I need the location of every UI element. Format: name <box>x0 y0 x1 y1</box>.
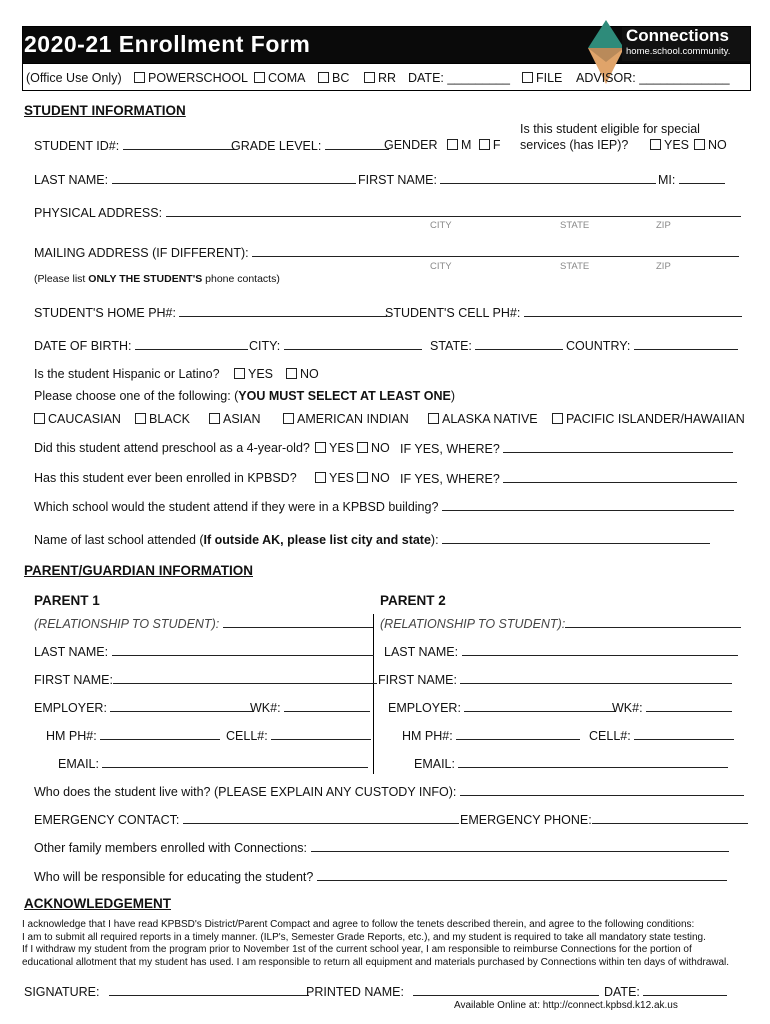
parent2-cell-field[interactable]: CELL#: <box>589 728 734 743</box>
checkbox-icon <box>364 72 375 83</box>
other-family-field[interactable]: Other family members enrolled with Connections: <box>34 840 729 855</box>
gender-f-option[interactable]: F <box>479 138 501 152</box>
hispanic-question: Is the student Hispanic or Latino? <box>34 367 220 381</box>
birth-country-field[interactable]: COUNTRY: <box>566 338 738 353</box>
first-name-field[interactable]: FIRST NAME: <box>358 172 656 187</box>
gender-m-option[interactable]: M <box>447 138 471 152</box>
iep-question-line1: Is this student eligible for special <box>520 122 700 136</box>
checkbox-icon <box>552 413 563 424</box>
parent1-heading: PARENT 1 <box>34 593 100 608</box>
office-date[interactable]: DATE: _________ <box>408 71 510 85</box>
student-id-field[interactable]: STUDENT ID#: <box>34 138 235 153</box>
parent1-email-field[interactable]: EMAIL: <box>58 756 368 771</box>
checkbox-icon <box>286 368 297 379</box>
physical-address-field[interactable]: PHYSICAL ADDRESS: <box>34 205 741 220</box>
parent1-first-name-field[interactable]: FIRST NAME: <box>34 672 377 687</box>
parent2-employer-field[interactable]: EMPLOYER: <box>388 700 616 715</box>
which-school-field[interactable]: Which school would the student attend if they were in a KPBSD building? <box>34 499 734 514</box>
emergency-contact-field[interactable]: EMERGENCY CONTACT: <box>34 812 459 827</box>
phone-note: (Please list ONLY THE STUDENT'S phone contacts) <box>34 273 280 285</box>
parent2-email-field[interactable]: EMAIL: <box>414 756 728 771</box>
mailing-state-caption: STATE <box>560 261 590 272</box>
preschool-yes-option[interactable]: YES <box>315 441 354 455</box>
acknowledgement-heading: ACKNOWLEDGEMENT <box>24 896 171 911</box>
emergency-phone-field[interactable]: EMERGENCY PHONE: <box>460 812 748 827</box>
parent2-relationship-field[interactable]: (RELATIONSHIP TO STUDENT): <box>380 616 741 631</box>
checkbox-icon <box>650 139 661 150</box>
checkbox-icon <box>135 413 146 424</box>
acknowledgement-text: I acknowledge that I have read KPBSD's District/Parent Compact and agree to follow the tenets described therein, and agree to the following conditions: I am to submit all required reports in a timely manner. (ILP's, Semester Grade Reports, etc.), and my student is required to take all mandatory state testing. If I withdraw my student from the program prior to November 1st of the current school year, I am responsible to reimburse Connections for the portion of educational allotment that my student has used. I am responsible to return all equipment and materials purchased by Connections within ten days of withdrawal. <box>22 919 730 968</box>
hispanic-yes-option[interactable]: YES <box>234 367 273 381</box>
mailing-zip-caption: ZIP <box>656 261 671 272</box>
office-option-powerschool[interactable]: POWERSCHOOL <box>134 71 248 85</box>
birth-city-field[interactable]: CITY: <box>249 338 422 353</box>
race-instruction: Please choose one of the following: (YOU MUST SELECT AT LEAST ONE) <box>34 389 455 403</box>
responsible-field[interactable]: Who will be responsible for educating the student? <box>34 869 727 884</box>
physical-city-caption: CITY <box>430 220 452 231</box>
parent2-first-name-field[interactable]: FIRST NAME: <box>378 672 732 687</box>
parent-column-divider <box>373 614 374 774</box>
parent1-wk-field[interactable]: WK#: <box>250 700 370 715</box>
race-black-option[interactable]: BLACK <box>135 412 190 426</box>
parent-info-heading: PARENT/GUARDIAN INFORMATION <box>24 563 253 578</box>
checkbox-icon <box>315 472 326 483</box>
checkbox-icon <box>34 413 45 424</box>
office-option-rr[interactable]: RR <box>364 71 396 85</box>
race-asian-option[interactable]: ASIAN <box>209 412 261 426</box>
physical-zip-caption: ZIP <box>656 220 671 231</box>
race-pacific-islander-option[interactable]: PACIFIC ISLANDER/HAWAIIAN <box>552 412 745 426</box>
parent1-home-phone-field[interactable]: HM PH#: <box>46 728 220 743</box>
office-advisor[interactable]: ADVISOR: _____________ <box>576 71 730 85</box>
checkbox-icon <box>357 442 368 453</box>
checkbox-icon <box>254 72 265 83</box>
mi-field[interactable]: MI: <box>658 172 725 187</box>
cell-phone-field[interactable]: STUDENT'S CELL PH#: <box>385 305 742 320</box>
birth-state-field[interactable]: STATE: <box>430 338 563 353</box>
checkbox-icon <box>428 413 439 424</box>
signature-date-field[interactable]: DATE: <box>604 984 727 999</box>
logo-tagline: home.school.community. <box>626 46 731 57</box>
grade-level-field[interactable]: GRADE LEVEL: <box>231 138 389 153</box>
checkbox-icon <box>479 139 490 150</box>
parent2-wk-field[interactable]: WK#: <box>612 700 732 715</box>
checkbox-icon <box>447 139 458 150</box>
home-phone-field[interactable]: STUDENT'S HOME PH#: <box>34 305 387 320</box>
hispanic-no-option[interactable]: NO <box>286 367 319 381</box>
kpbsd-yes-option[interactable]: YES <box>315 471 354 485</box>
checkbox-icon <box>234 368 245 379</box>
checkbox-icon <box>522 72 533 83</box>
mailing-city-caption: CITY <box>430 261 452 272</box>
checkbox-icon <box>318 72 329 83</box>
parent1-relationship-field[interactable]: (RELATIONSHIP TO STUDENT): <box>34 616 373 631</box>
checkbox-icon <box>357 472 368 483</box>
iep-no-option[interactable]: NO <box>694 138 727 152</box>
physical-state-caption: STATE <box>560 220 590 231</box>
parent2-home-phone-field[interactable]: HM PH#: <box>402 728 580 743</box>
last-name-field[interactable]: LAST NAME: <box>34 172 356 187</box>
checkbox-icon <box>134 72 145 83</box>
checkbox-icon <box>283 413 294 424</box>
parent2-heading: PARENT 2 <box>380 593 446 608</box>
dob-field[interactable]: DATE OF BIRTH: <box>34 338 248 353</box>
office-use-label: (Office Use Only) <box>26 71 122 85</box>
lives-with-field[interactable]: Who does the student live with? (PLEASE EXPLAIN ANY CUSTODY INFO): <box>34 784 744 799</box>
checkbox-icon <box>209 413 220 424</box>
checkbox-icon <box>315 442 326 453</box>
signature-field[interactable]: SIGNATURE: <box>24 984 309 999</box>
office-option-file[interactable]: FILE <box>522 71 562 85</box>
last-school-field[interactable]: Name of last school attended (If outside AK, please list city and state): <box>34 532 710 547</box>
race-american-indian-option[interactable]: AMERICAN INDIAN <box>283 412 409 426</box>
form-title: 2020-21 Enrollment Form <box>24 31 311 57</box>
parent2-last-name-field[interactable]: LAST NAME: <box>384 644 738 659</box>
footer-url: Available Online at: http://connect.kpbsd.k12.ak.us <box>454 1000 678 1011</box>
kpbsd-question: Has this student ever been enrolled in KPBSD? <box>34 471 297 485</box>
race-alaska-native-option[interactable]: ALASKA NATIVE <box>428 412 538 426</box>
parent1-employer-field[interactable]: EMPLOYER: <box>34 700 254 715</box>
iep-yes-option[interactable]: YES <box>650 138 689 152</box>
race-caucasian-option[interactable]: CAUCASIAN <box>34 412 121 426</box>
checkbox-icon <box>694 139 705 150</box>
kpbsd-no-option[interactable]: NO <box>357 471 390 485</box>
logo-name: Connections <box>626 26 729 45</box>
gender-field: GENDER M F <box>384 138 501 152</box>
mailing-address-field[interactable]: MAILING ADDRESS (IF DIFFERENT): <box>34 245 739 260</box>
iep-question-line2: services (has IEP)? <box>520 138 629 152</box>
printed-name-field[interactable]: PRINTED NAME: <box>306 984 599 999</box>
kpbsd-where-field[interactable]: IF YES, WHERE? <box>400 471 737 486</box>
preschool-question: Did this student attend preschool as a 4-year-old? <box>34 441 310 455</box>
parent1-cell-field[interactable]: CELL#: <box>226 728 371 743</box>
student-info-heading: STUDENT INFORMATION <box>24 103 186 118</box>
parent1-last-name-field[interactable]: LAST NAME: <box>34 644 374 659</box>
preschool-where-field[interactable]: IF YES, WHERE? <box>400 441 733 456</box>
preschool-no-option[interactable]: NO <box>357 441 390 455</box>
office-option-coma[interactable]: COMA <box>254 71 306 85</box>
office-option-bc[interactable]: BC <box>318 71 349 85</box>
